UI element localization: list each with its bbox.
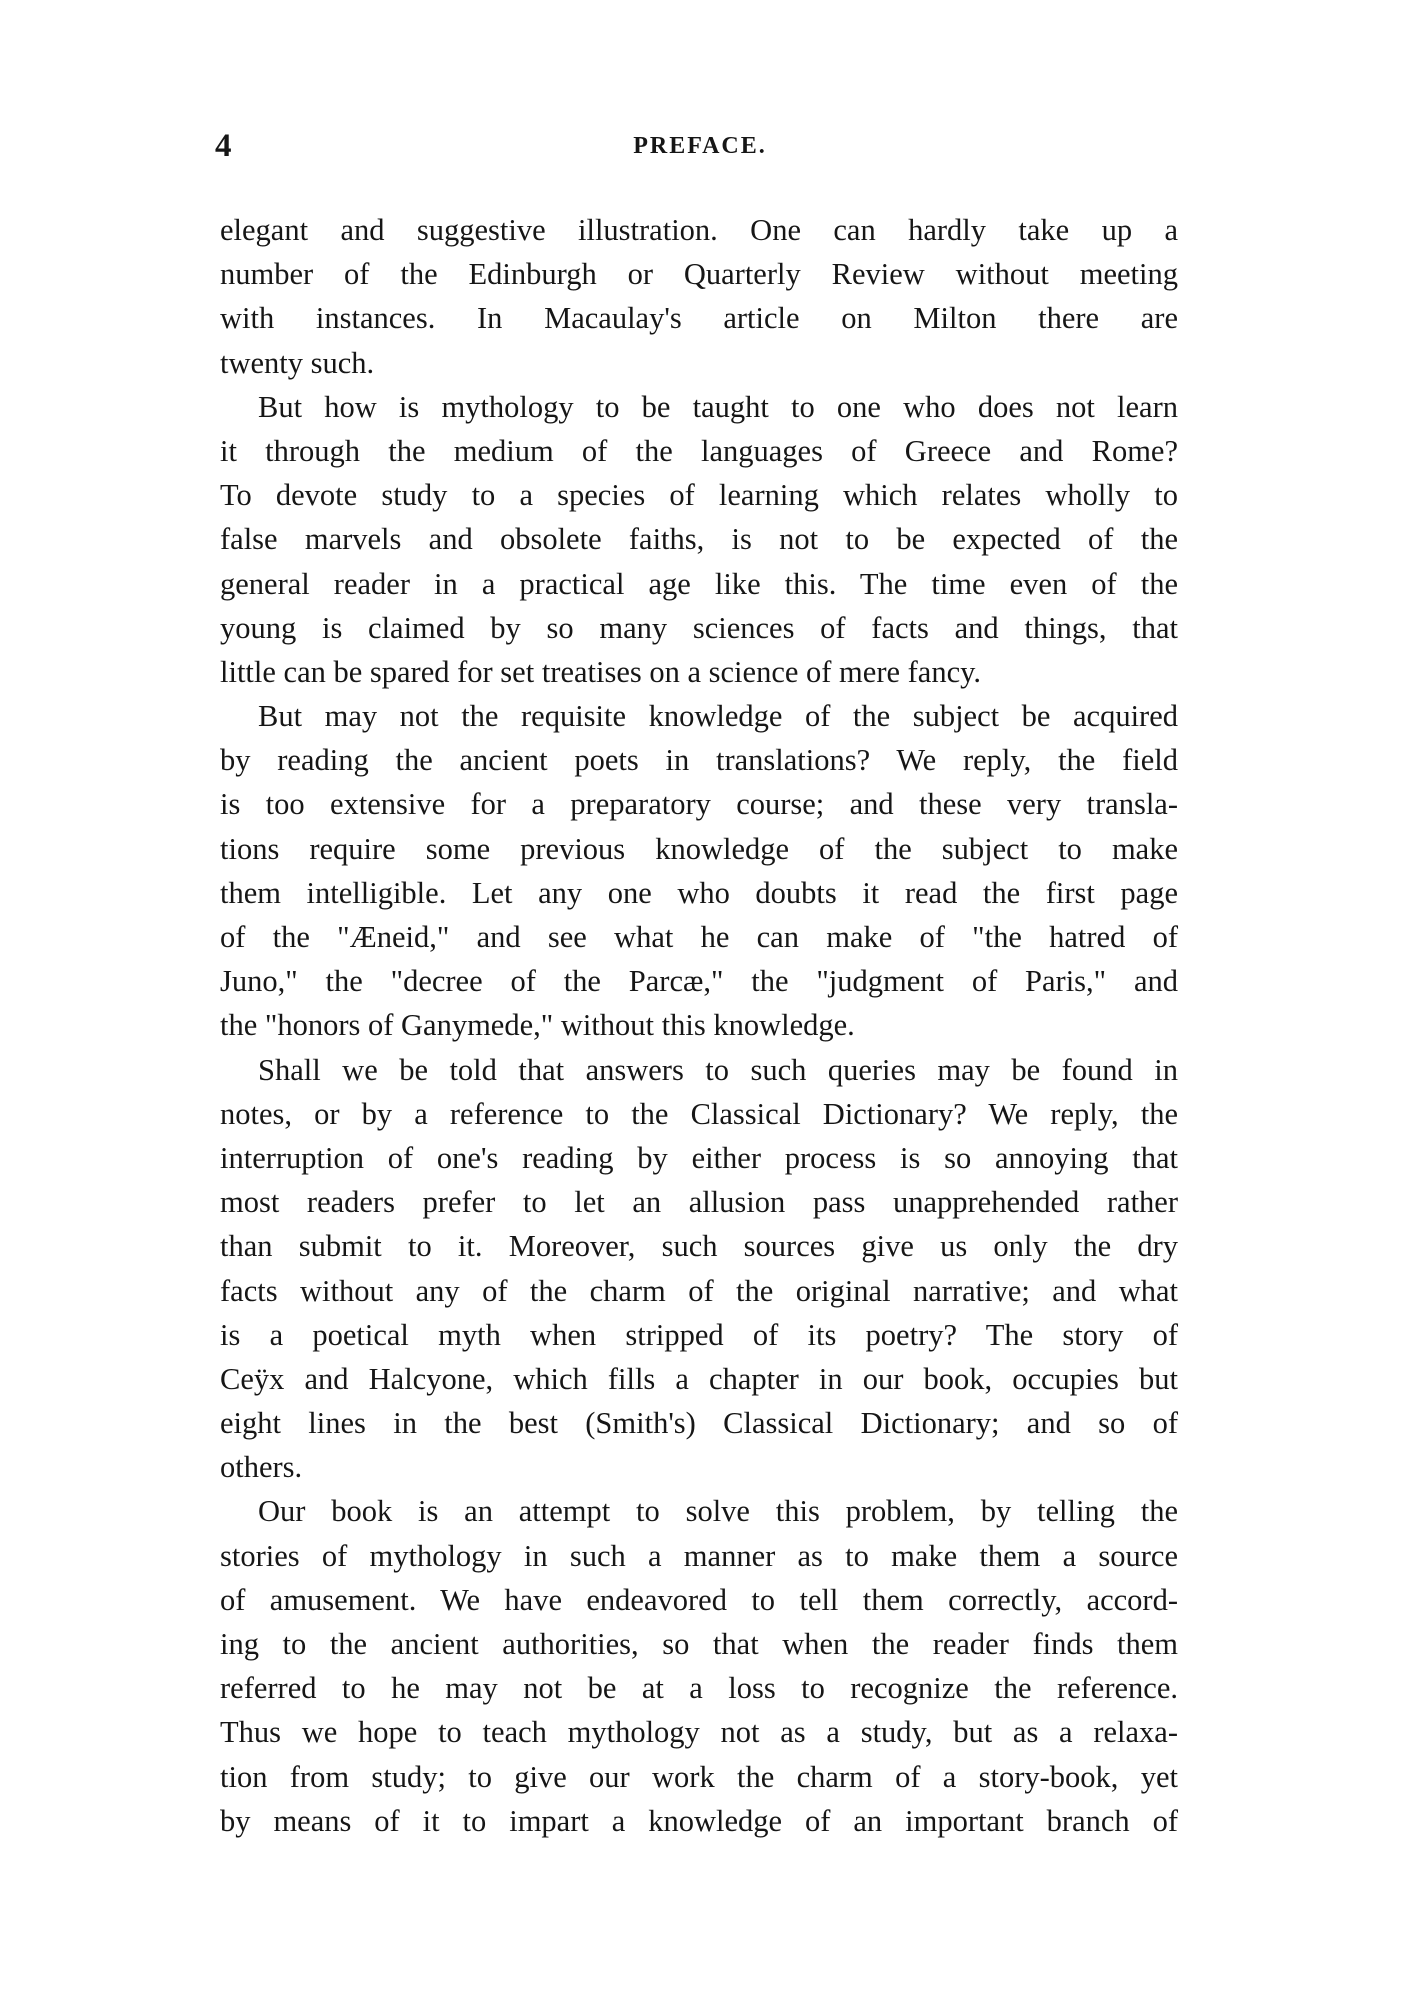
text-line: Thus we hope to teach mythology not as a study, but as a relaxa- (220, 1715, 1178, 1750)
text-line: is too extensive for a preparatory course; and these very transla- (220, 787, 1178, 822)
text-line: notes, or by a reference to the Classical Dictionary? We reply, the (220, 1096, 1178, 1131)
running-head (215, 126, 1185, 166)
text-line: ing to the ancient authorities, so that when the reader finds them (220, 1627, 1178, 1661)
running-head-title: PREFACE. (633, 133, 767, 159)
text-line: Shall we be told that answers to such queries may be found in (258, 1052, 1178, 1087)
text-line: than submit to it. Moreover, such sources give us only the dry (220, 1229, 1178, 1264)
text-line: young is claimed by so many sciences of facts and things, that (220, 610, 1178, 645)
text-line: little can be spared for set treatises on a science of mere fancy. (220, 654, 982, 689)
text-line: referred to he may not be at a loss to recognize the reference. (220, 1671, 1178, 1706)
text-line: But how is mythology to be taught to one who does not learn (258, 389, 1178, 424)
text-line: To devote study to a species of learning which relates wholly to (220, 478, 1178, 513)
text-line: is a poetical myth when stripped of its poetry? The story of (220, 1317, 1178, 1352)
text-line: false marvels and obsolete faiths, is not to be expected of the (220, 522, 1178, 557)
text-line: tions require some previous knowledge of the subject to make (220, 831, 1178, 866)
text-line: number of the Edinburgh or Quarterly Review without meeting (220, 257, 1178, 292)
page-number: 4 (215, 128, 232, 164)
text-line: with instances. In Macaulay's article on Milton there are (220, 301, 1178, 336)
text-line: of the "Æneid," and see what he can make of "the hatred of (220, 920, 1178, 954)
text-line: general reader in a practical age like this. The time even of the (220, 566, 1178, 601)
body-text (220, 208, 1178, 1843)
text-line: of amusement. We have endeavored to tell them correctly, accord- (220, 1582, 1178, 1617)
text-line: tion from study; to give our work the charm of a story-book, yet (220, 1759, 1178, 1794)
text-line: facts without any of the charm of the original narrative; and what (220, 1273, 1178, 1308)
text-line: most readers prefer to let an allusion pass unapprehended rather (220, 1185, 1178, 1220)
text-line: it through the medium of the languages of Greece and Rome? (220, 433, 1178, 468)
text-line: elegant and suggestive illustration. One can hardly take up a (220, 213, 1178, 247)
text-line: by reading the ancient poets in translations? We reply, the field (220, 743, 1178, 778)
text-line: them intelligible. Let any one who doubts it read the first page (220, 875, 1178, 910)
text-line: eight lines in the best (Smith's) Classical Dictionary; and so of (220, 1406, 1178, 1441)
text-line: Our book is an attempt to solve this problem, by telling the (258, 1494, 1178, 1529)
text-line: stories of mythology in such a manner as to make them a source (220, 1538, 1178, 1573)
text-line: Ceÿx and Halcyone, which fills a chapter in our book, occupies but (220, 1361, 1178, 1396)
text-line: Juno," the "decree of the Parcæ," the "judgment of Paris," and (220, 964, 1178, 999)
text-line: others. (220, 1450, 303, 1485)
text-line: But may not the requisite knowledge of the subject be acquired (258, 699, 1178, 734)
text-line: by means of it to impart a knowledge of an important branch of (220, 1803, 1178, 1838)
text-line: the "honors of Ganymede," without this knowledge. (220, 1008, 855, 1043)
text-line: interruption of one's reading by either process is so annoying that (220, 1140, 1178, 1175)
text-line: twenty such. (220, 345, 375, 380)
